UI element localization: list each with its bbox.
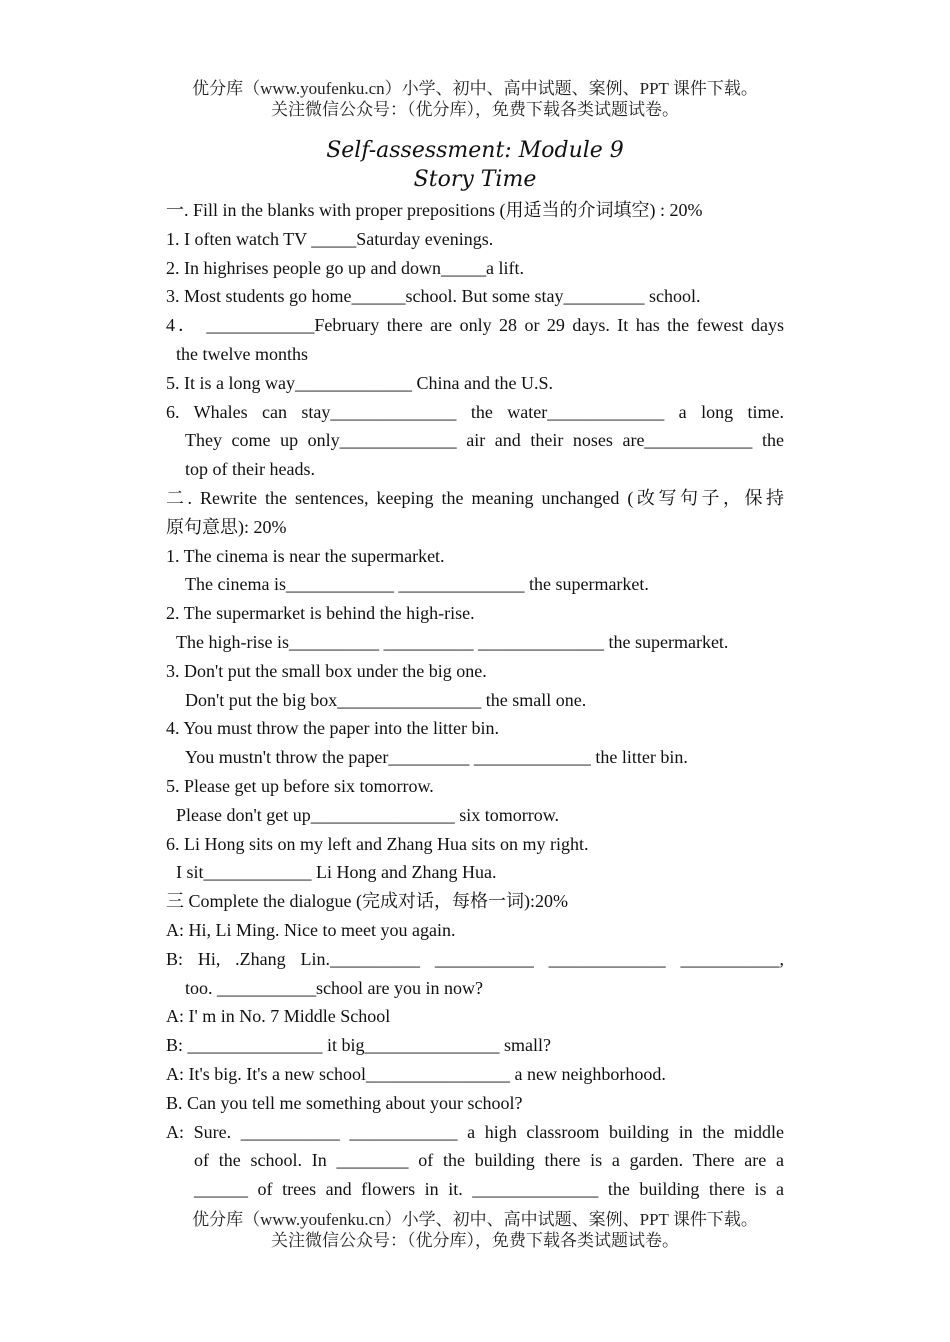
footer-line-2: 关注微信公众号：（优分库），免费下载各类试题试卷。 [271, 1231, 679, 1250]
s1-question-6-line-3: top of their heads. [185, 459, 315, 480]
s1-question-4-line-1: 4． ____________February there are only 28 or 29 days. It has the fewest days [166, 315, 784, 336]
dialogue-line-4: B: _______________ it big_______________ small? [166, 1035, 551, 1056]
s1-question-5: 5. It is a long way_____________ China and the U.S. [166, 372, 553, 393]
s2-answer-1: The cinema is____________ ______________ the supermarket. [185, 574, 649, 595]
dialogue-line-2: B: Hi, .Zhang Lin.__________ ___________ _____________ ___________, [166, 948, 784, 969]
footer-line-1: 优分库（www.youfenku.cn）小学、初中、高中试题、案例、PPT 课件下载。 [192, 1210, 758, 1229]
dialogue-line-7-cont-1: of the school. In ________ of the building there is a garden. There are a [194, 1150, 784, 1171]
s2-question-3: 3. Don't put the small box under the big one. [166, 660, 487, 681]
header-line-2: 关注微信公众号：（优分库），免费下载各类试题试卷。 [271, 100, 679, 119]
s2-question-6: 6. Li Hong sits on my left and Zhang Hua sits on my right. [166, 833, 589, 854]
worksheet-body [166, 196, 784, 1204]
header-line-1: 优分库（www.youfenku.cn）小学、初中、高中试题、案例、PPT 课件下载。 [192, 79, 758, 98]
dialogue-line-5: A: It's big. It's a new school________________ a new neighborhood. [166, 1063, 666, 1084]
s2-answer-3: Don't put the big box________________ the small one. [185, 689, 587, 710]
page-header [0, 78, 950, 120]
title-line-1: Self-assessment: Module 9 [326, 138, 624, 163]
s2-answer-4: You mustn't throw the paper_________ _____________ the litter bin. [185, 747, 688, 768]
s2-question-5: 5. Please get up before six tomorrow. [166, 775, 434, 796]
section-3-heading: 三 Complete the dialogue (完成对话，每格一词):20% [166, 891, 568, 912]
s1-question-1: 1. I often watch TV _____Saturday evenings. [166, 228, 494, 249]
s2-answer-6: I sit____________ Li Hong and Zhang Hua. [176, 862, 497, 883]
section-2-heading-line-2: 原句意思): 20% [166, 516, 287, 537]
title-line-2: Story Time [413, 167, 537, 192]
document-title [0, 136, 950, 194]
s1-question-4-line-2: the twelve months [176, 343, 308, 364]
s2-question-4: 4. You must throw the paper into the litter bin. [166, 718, 499, 739]
s2-question-2: 2. The supermarket is behind the high-rise. [166, 603, 475, 624]
page-footer [0, 1209, 950, 1251]
s2-answer-2: The high-rise is__________ __________ ______________ the supermarket. [176, 631, 729, 652]
dialogue-line-1: A: Hi, Li Ming. Nice to meet you again. [166, 919, 456, 940]
section-2-heading-line-1: 二. Rewrite the sentences, keeping the meaning unchanged (改写句子，保持 [166, 487, 784, 508]
s2-question-1: 1. The cinema is near the supermarket. [166, 545, 445, 566]
s1-question-6-line-1: 6. Whales can stay______________ the water_____________ a long time. [166, 401, 784, 422]
dialogue-line-2-cont: too. ___________school are you in now? [185, 977, 483, 998]
s1-question-3: 3. Most students go home______school. But some stay_________ school. [166, 286, 701, 307]
s1-question-6-line-2: They come up only_____________ air and their noses are____________ the [185, 430, 784, 451]
dialogue-line-7: A: Sure. ___________ ____________ a high classroom building in the middle [166, 1121, 784, 1142]
s2-answer-5: Please don't get up________________ six tomorrow. [176, 804, 560, 825]
dialogue-line-3: A: I' m in No. 7 Middle School [166, 1006, 391, 1027]
dialogue-line-6: B. Can you tell me something about your school? [166, 1092, 523, 1113]
section-1-heading: 一. Fill in the blanks with proper prepositions (用适当的介词填空) : 20% [166, 200, 703, 220]
dialogue-line-7-cont-2: ______ of trees and flowers in it. ______________ the building there is a [194, 1179, 784, 1200]
s1-question-2: 2. In highrises people go up and down_____a lift. [166, 257, 524, 278]
